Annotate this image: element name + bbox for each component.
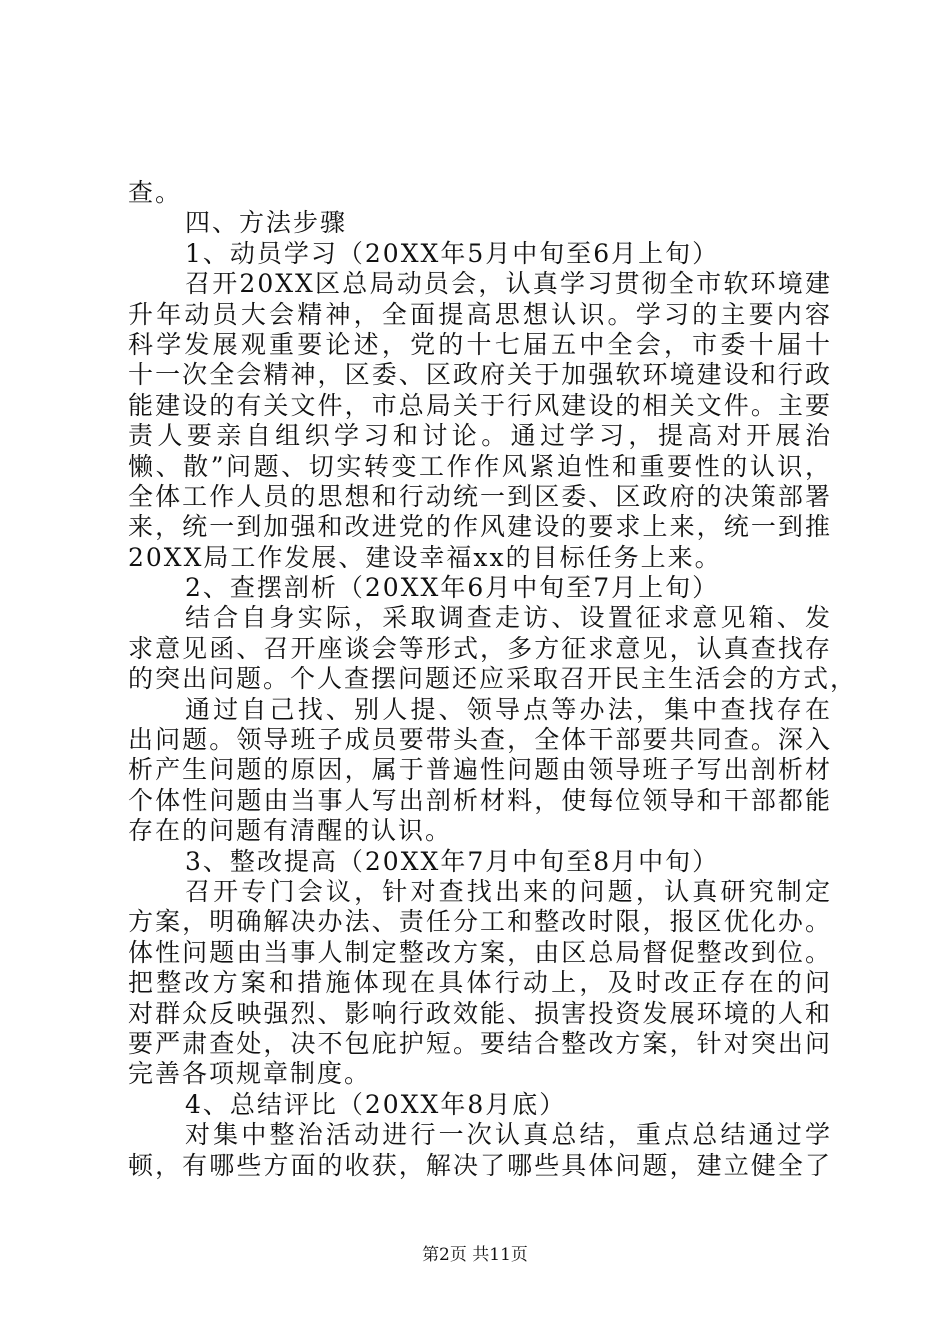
step-heading: 2、查摆剖析（20XX年6月中旬至7月上旬） bbox=[185, 573, 720, 603]
text-line: 十一次全会精神，区委、区政府关于加强软环境建设和行政 bbox=[128, 360, 832, 390]
text-line: 完善各项规章制度。 bbox=[128, 1059, 372, 1089]
text-line: 析产生问题的原因，属于普遍性问题由领导班子写出剖析材 bbox=[128, 755, 832, 785]
text-line: 懒、散”问题、切实转变工作作风紧迫性和重要性的认识， bbox=[128, 451, 832, 481]
text-line: 责人要亲自组织学习和讨论。通过学习，提高对开展治 bbox=[128, 421, 832, 451]
step-heading: 1、动员学习（20XX年5月中旬至6月上旬） bbox=[185, 238, 720, 268]
text-line: 求意见函、召开座谈会等形式，多方征求意见，认真查找存 bbox=[128, 633, 832, 663]
section-heading: 四、方法步骤 bbox=[185, 208, 348, 238]
step-heading: 3、整改提高（20XX年7月中旬至8月中旬） bbox=[185, 846, 720, 876]
text-line: 方案，明确解决办法、责任分工和整改时限，报区优化办。 bbox=[128, 907, 832, 937]
page-number-footer: 第2页 共11页 bbox=[422, 1245, 528, 1265]
text-line: 要严肃查处，决不包庇护短。要结合整改方案，针对突出问 bbox=[128, 1028, 832, 1058]
step-heading: 4、总结评比（20XX年8月底） bbox=[185, 1089, 567, 1119]
text-line: 20XX局工作发展、建设幸福xx的目标任务上来。 bbox=[128, 542, 722, 572]
text-line: 把整改方案和措施体现在具体行动上，及时改正存在的问 bbox=[128, 968, 832, 998]
text-line: 召开专门会议，针对查找出来的问题，认真研究制定 bbox=[185, 876, 832, 906]
text-line: 升年动员大会精神，全面提高思想认识。学习的主要内容 bbox=[128, 299, 832, 329]
text-line: 能建设的有关文件，市总局关于行风建设的相关文件。主要 bbox=[128, 390, 832, 420]
text-line: 出问题。领导班子成员要带头查，全体干部要共同查。深入 bbox=[128, 725, 832, 755]
text-line: 查。 bbox=[128, 178, 183, 207]
text-line: 顿，有哪些方面的收获，解决了哪些具体问题，建立健全了 bbox=[128, 1150, 832, 1180]
text-line: 的突出问题。个人查摆问题还应采取召开民主生活会的方式， bbox=[128, 664, 858, 694]
text-line: 个体性问题由当事人写出剖析材料，使每位领导和干部都能 bbox=[128, 785, 832, 815]
document-body bbox=[128, 178, 858, 1181]
text-line: 全体工作人员的思想和行动统一到区委、区政府的决策部署 bbox=[128, 481, 832, 511]
text-line: 召开20XX区总局动员会，认真学习贯彻全市软环境建 bbox=[185, 269, 832, 299]
text-line: 科学发展观重要论述，党的十七届五中全会，市委十届十 bbox=[128, 329, 832, 359]
text-line: 存在的问题有清醒的认识。 bbox=[128, 816, 453, 846]
text-line: 结合自身实际，采取调查走访、设置征求意见箱、发 bbox=[185, 603, 832, 633]
text-line: 体性问题由当事人制定整改方案，由区总局督促整改到位。 bbox=[128, 937, 832, 967]
text-line: 对群众反映强烈、影响行政效能、损害投资发展环境的人和 bbox=[128, 998, 832, 1028]
text-line: 通过自己找、别人提、领导点等办法，集中查找存在 bbox=[185, 694, 832, 724]
text-line: 对集中整治活动进行一次认真总结，重点总结通过学 bbox=[185, 1120, 832, 1150]
text-line: 来，统一到加强和改进党的作风建设的要求上来，统一到推 bbox=[128, 512, 832, 542]
